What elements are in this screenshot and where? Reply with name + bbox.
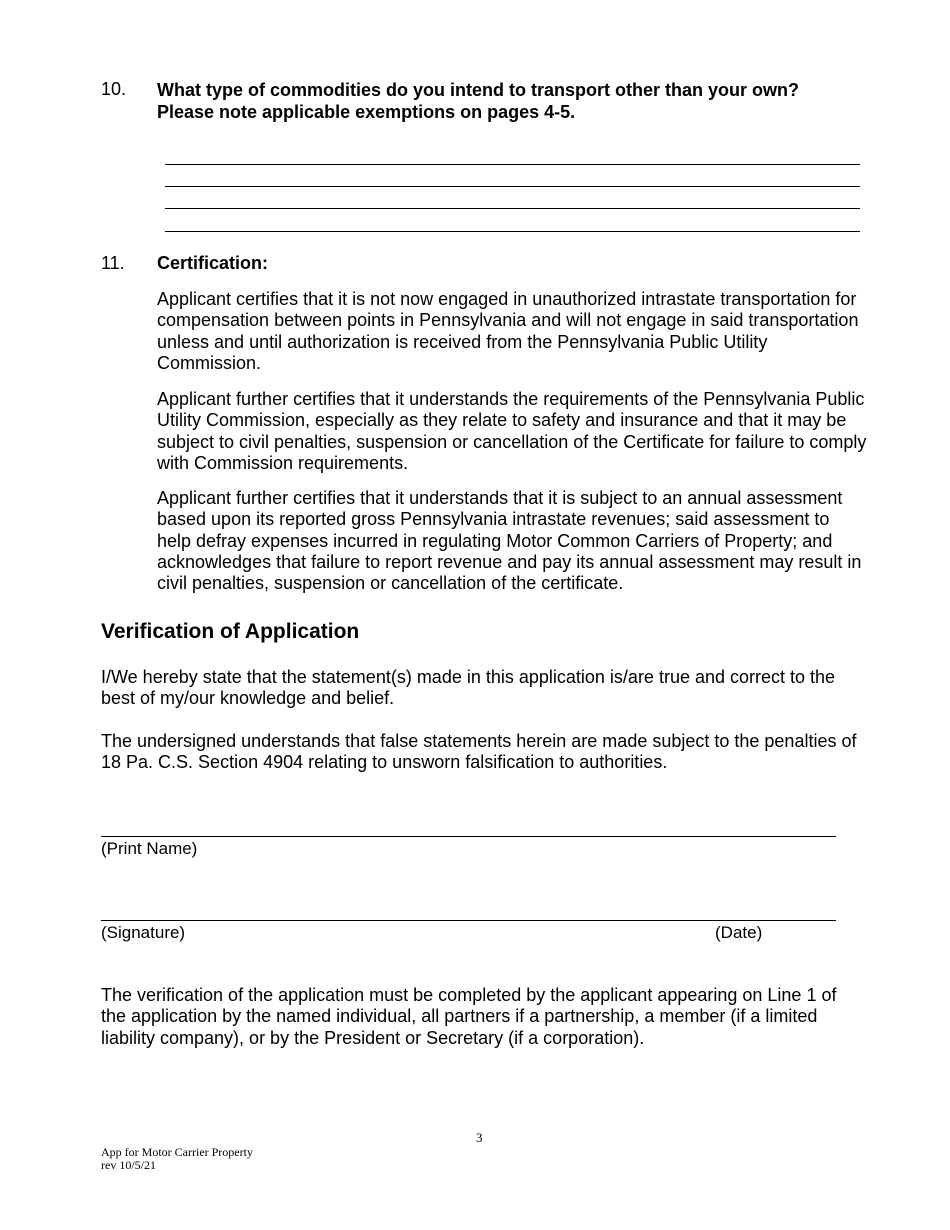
print-name-line[interactable] [101, 836, 836, 837]
certification-paragraph-1: Applicant certifies that it is not now engaged in unauthorized intrastate transportation for compensation between points in Pennsylvania and will not engage in said transportation unless and until authorization is received from the Pennsylvania Public Utility Commission. [157, 289, 859, 373]
page-number: 3 [476, 1130, 483, 1145]
answer-line-4[interactable] [165, 231, 860, 232]
certification-paragraph-3: Applicant further certifies that it understands that it is subject to an annual assessment based upon its reported gross Pennsylvania intrastate revenues; said assessment to help defray expenses incurred in regulating Motor Common Carriers of Property; and acknowledges that failure to report revenue and pay its annual assessment may result in civil penalties, suspension or cancellation of the certificate. [157, 488, 862, 594]
answer-line-1[interactable] [165, 164, 860, 165]
certification-paragraph-2: Applicant further certifies that it understands the requirements of the Pennsylvania Public Utility Commission, especially as they relate to safety and insurance and that it may be subject to civil penalties, suspension or cancellation of the Certificate for failure to comply with Commission requirements. [157, 389, 867, 473]
signature-line[interactable] [101, 920, 836, 921]
question-10-text: What type of commodities do you intend to transport other than your own? Please note applicable exemptions on pages 4-5. [157, 80, 799, 122]
date-label: (Date) [715, 923, 763, 942]
question-11-number: 11. [101, 253, 125, 273]
verification-note: The verification of the application must be completed by the applicant appearing on Line 1 of the application by the named individual, all partners if a partnership, a member (if a limited liability company), or by the President or Secretary (if a corporation). [101, 985, 837, 1048]
answer-line-3[interactable] [165, 208, 860, 209]
question-10-number: 10. [101, 79, 127, 99]
falsification-statement: The undersigned understands that false statements herein are made subject to the penalties of 18 Pa. C.S. Section 4904 relating to unsworn falsification to authorities. [101, 731, 857, 773]
form-revision: rev 10/5/21 [101, 1158, 156, 1172]
form-name: App for Motor Carrier Property [101, 1145, 253, 1159]
certification-title: Certification: [157, 253, 269, 273]
verification-heading: Verification of Application [101, 620, 360, 643]
answer-line-2[interactable] [165, 186, 860, 187]
verification-statement: I/We hereby state that the statement(s) made in this application is/are true and correct to the best of my/our knowledge and belief. [101, 667, 836, 709]
print-name-label: (Print Name) [101, 839, 198, 858]
signature-label: (Signature) [101, 923, 186, 942]
